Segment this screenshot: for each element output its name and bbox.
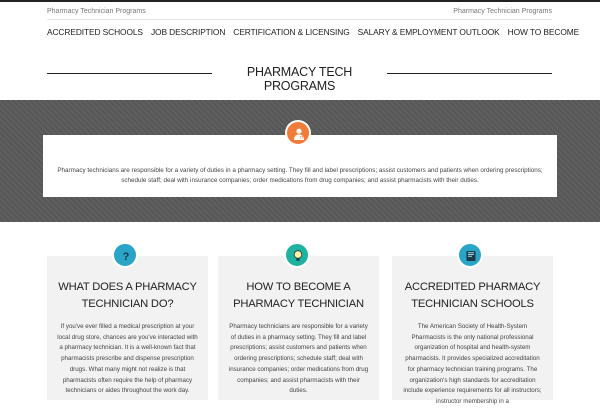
svg-text:?: ? <box>122 251 130 263</box>
question-icon <box>112 242 138 268</box>
lightbulb-icon <box>284 242 310 268</box>
section-title-wrap <box>47 64 552 93</box>
column-heading: HOW TO BECOME A PHARMACY TECHNICIAN <box>233 281 364 310</box>
pharmacist-icon <box>285 120 311 146</box>
divider <box>47 19 552 20</box>
title-rule-right <box>387 73 552 74</box>
nav-item-salary-employment[interactable]: SALARY & EMPLOYMENT OUTLOOK <box>357 27 500 37</box>
section-title: PHARMACY TECH PROGRAMS <box>246 65 353 93</box>
column-body: The American Society of Health-System Pharmacists is the only national professional organization of hospital and health-system pharmacists. It provides specialized accreditation for pharmacy technician training programs. The organization's high standards for accreditation include experience requirements for all instructors; instructor membership in a <box>403 323 542 405</box>
nav-item-certification-licensing[interactable]: CERTIFICATION & LICENSING <box>233 27 350 37</box>
site-name-link[interactable]: Pharmacy Technician Programs <box>47 8 146 15</box>
nav-item-accredited-schools[interactable]: ACCREDITED SCHOOLS <box>47 27 143 37</box>
column-how-to-become <box>218 256 379 400</box>
intro-band <box>0 100 600 222</box>
intro-text: Pharmacy technicians are responsible for a variety of duties in a pharmacy setting. They fill and label prescriptions; assist customers and patients when ordering prescriptions; schedule staff; deal with insurance companies; order medications from drug companies; and assist pharmacists with their duties. <box>57 167 543 184</box>
column-heading: WHAT DOES A PHARMACY TECHNICIAN DO? <box>58 281 197 310</box>
column-body: If you've ever filled a medical prescription at your local drug store, chances are you've interacted with a pharmacy technician. It is a well-known fact that pharmacists prescribe and dispense prescription drugs. What many might not realize is that pharmacists often require the help of pharmacy technicians or aides throughout the work day. <box>57 323 198 395</box>
main-nav <box>47 27 579 41</box>
column-accredited-schools <box>392 256 553 405</box>
title-rule-left <box>47 73 212 74</box>
top-bar <box>0 2 600 22</box>
column-what-does <box>47 256 208 400</box>
column-body: Pharmacy technicians are responsible for a variety of duties in a pharmacy setting. They fill and label prescriptions; assist customers and patients when ordering prescriptions; schedule staff; deal with insurance companies; order medications from drug companies; and assist pharmacists with their duties. <box>228 323 369 395</box>
nav-item-job-description[interactable]: JOB DESCRIPTION <box>150 27 226 37</box>
site-name-link-right[interactable]: Pharmacy Technician Programs <box>453 8 552 15</box>
column-heading: ACCREDITED PHARMACY TECHNICIAN SCHOOLS <box>404 281 541 310</box>
nav-item-how-to-become[interactable]: HOW TO BECOME <box>507 27 580 37</box>
book-icon <box>457 242 483 268</box>
